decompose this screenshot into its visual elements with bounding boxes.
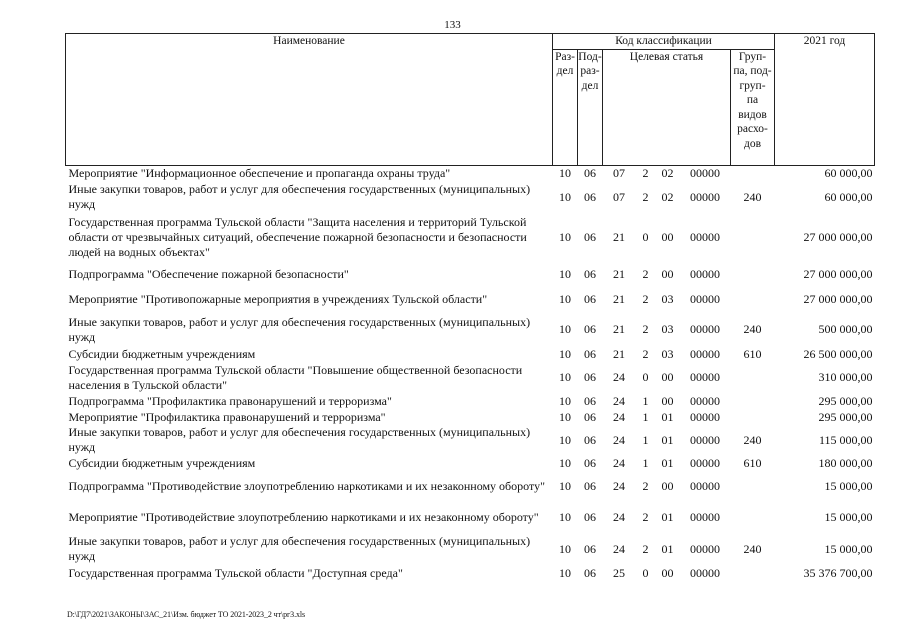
cell-cs4: 00000 <box>690 266 720 281</box>
cell-cs4: 00000 <box>690 479 720 493</box>
cell-name: Иные закупки товаров, работ и услуг для обеспечения государственных (муниципальных) нужд <box>68 314 531 344</box>
cell-cs4: 00000 <box>690 409 720 424</box>
cell-name: Иные закупки товаров, работ и услуг для обеспечения государственных (муниципальных) нужд <box>68 182 531 211</box>
cell-pr: 06 <box>584 230 596 244</box>
cell-cs3: 00 <box>661 266 674 281</box>
budget-table <box>65 33 875 581</box>
cell-amount: 60 000,00 <box>824 189 873 204</box>
cell-cs2: 0 <box>642 565 649 580</box>
cell-cs3: 03 <box>661 322 674 336</box>
cell-rz: 10 <box>559 479 571 493</box>
cell-vr: 240 <box>743 189 762 204</box>
cell-rz: 10 <box>559 565 571 580</box>
cell-rz: 10 <box>559 409 571 424</box>
cell-amount: 310 000,00 <box>818 370 873 384</box>
cell-pr: 06 <box>584 541 596 556</box>
cell-cs1: 24 <box>613 409 625 424</box>
table-row <box>66 425 875 455</box>
cell-vr <box>731 213 775 262</box>
cell-cs4: 00000 <box>690 510 720 524</box>
cell-pr: 06 <box>584 479 596 493</box>
cell-cs4: 00000 <box>690 455 720 470</box>
cell-amount: 60 000,00 <box>824 165 873 180</box>
cell-amount: 115 000,00 <box>818 432 873 447</box>
cell-cs3: 00 <box>661 370 674 384</box>
cell-cs3: 00 <box>661 565 674 580</box>
cell-rz: 10 <box>559 189 571 204</box>
table-row <box>66 362 875 393</box>
cell-name: Государственная программа Тульской области "Защита населения и территорий Тульской области от чрезвычайных ситуаций, обеспечение пожарной безопасности и безопасности людей на водных объектах" <box>68 215 527 259</box>
table-row <box>66 455 875 471</box>
cell-cs1: 24 <box>613 510 625 524</box>
cell-cs1: 07 <box>613 189 625 204</box>
cell-rz: 10 <box>559 541 571 556</box>
cell-cs3: 01 <box>661 432 674 447</box>
cell-vr <box>731 409 775 425</box>
cell-name: Мероприятие "Профилактика правонарушений и терроризма" <box>68 409 386 424</box>
cell-vr <box>731 471 775 502</box>
cell-cs2: 0 <box>642 370 649 384</box>
table-row <box>66 346 875 362</box>
cell-cs1: 24 <box>613 393 625 408</box>
cell-pr: 06 <box>584 409 596 424</box>
cell-cs3: 02 <box>661 189 674 204</box>
cell-amount: 27 000 000,00 <box>803 266 873 281</box>
cell-name: Подпрограмма "Обеспечение пожарной безопасности" <box>68 266 349 281</box>
cell-vr: 240 <box>743 541 762 556</box>
cell-name: Мероприятие "Противопожарные мероприятия в учреждениях Тульской области" <box>68 292 488 306</box>
table-row <box>66 213 875 262</box>
cell-rz: 10 <box>559 370 571 384</box>
cell-vr <box>731 286 775 313</box>
cell-pr: 06 <box>584 565 596 580</box>
cell-cs3: 02 <box>661 165 674 180</box>
cell-vr <box>731 502 775 533</box>
cell-amount: 27 000 000,00 <box>803 230 873 244</box>
cell-pr: 06 <box>584 370 596 384</box>
header-name: Наименование <box>66 34 553 166</box>
cell-cs2: 1 <box>642 432 649 447</box>
cell-amount: 27 000 000,00 <box>803 292 873 306</box>
cell-cs2: 2 <box>642 510 649 524</box>
cell-cs2: 1 <box>642 393 649 408</box>
cell-cs2: 2 <box>642 165 649 180</box>
cell-cs2: 1 <box>642 409 649 424</box>
cell-pr: 06 <box>584 189 596 204</box>
cell-cs4: 00000 <box>690 432 720 447</box>
cell-pr: 06 <box>584 322 596 336</box>
cell-name: Мероприятие "Противодействие злоупотреблению наркотиками и их незаконному обороту" <box>68 510 539 524</box>
cell-cs4: 00000 <box>690 230 720 244</box>
cell-cs1: 21 <box>613 346 625 361</box>
cell-vr <box>731 165 775 181</box>
cell-amount: 500 000,00 <box>818 322 873 336</box>
cell-amount: 15 000,00 <box>824 479 873 493</box>
cell-amount: 35 376 700,00 <box>803 565 873 580</box>
cell-cs2: 2 <box>642 322 649 336</box>
cell-cs4: 00000 <box>690 292 720 306</box>
cell-rz: 10 <box>559 322 571 336</box>
cell-pr: 06 <box>584 346 596 361</box>
table-row <box>66 286 875 313</box>
cell-cs1: 21 <box>613 292 625 306</box>
cell-amount: 26 500 000,00 <box>803 346 873 361</box>
cell-cs4: 00000 <box>690 370 720 384</box>
header-expense-group: Груп- па, под- груп- па видов расхо- дов <box>731 49 775 165</box>
cell-name: Субсидии бюджетным учреждениям <box>68 455 256 470</box>
table-row <box>66 533 875 565</box>
table-row <box>66 313 875 346</box>
cell-cs1: 24 <box>613 432 625 447</box>
cell-cs4: 00000 <box>690 393 720 408</box>
cell-rz: 10 <box>559 393 571 408</box>
cell-cs2: 2 <box>642 292 649 306</box>
header-year: 2021 год <box>775 34 875 166</box>
cell-rz: 10 <box>559 292 571 306</box>
cell-cs4: 00000 <box>690 541 720 556</box>
cell-cs4: 00000 <box>690 189 720 204</box>
cell-cs3: 01 <box>661 455 674 470</box>
cell-vr <box>731 565 775 581</box>
cell-cs1: 21 <box>613 322 625 336</box>
cell-cs3: 01 <box>661 510 674 524</box>
cell-amount: 295 000,00 <box>818 409 873 424</box>
cell-pr: 06 <box>584 292 596 306</box>
cell-cs3: 01 <box>661 409 674 424</box>
cell-rz: 10 <box>559 455 571 470</box>
cell-cs1: 24 <box>613 455 625 470</box>
cell-cs2: 1 <box>642 455 649 470</box>
cell-cs3: 03 <box>661 292 674 306</box>
cell-rz: 10 <box>559 510 571 524</box>
table-row <box>66 409 875 425</box>
cell-name: Государственная программа Тульской области "Повышение общественной безопасности населения в Тульской области" <box>68 362 523 392</box>
footer-file-path: D:\ГД7\2021\ЗАКОНЫ\ЗАС_21\Изм. бюджет ТО 2021-2023_2 чт\рг3.xls <box>67 610 306 619</box>
cell-pr: 06 <box>584 510 596 524</box>
cell-cs1: 24 <box>613 479 625 493</box>
cell-cs2: 2 <box>642 266 649 281</box>
cell-cs1: 21 <box>613 266 625 281</box>
cell-cs2: 2 <box>642 346 649 361</box>
cell-cs4: 00000 <box>690 165 720 180</box>
table-row <box>66 181 875 213</box>
cell-vr <box>731 362 775 393</box>
cell-cs4: 00000 <box>690 322 720 336</box>
table-row <box>66 393 875 409</box>
cell-name: Подпрограмма "Профилактика правонарушений и терроризма" <box>68 393 392 408</box>
cell-cs3: 03 <box>661 346 674 361</box>
cell-amount: 180 000,00 <box>818 455 873 470</box>
cell-vr: 610 <box>743 455 762 470</box>
header-code: Код классификации <box>553 34 775 50</box>
table-row <box>66 565 875 581</box>
cell-cs3: 00 <box>661 230 674 244</box>
cell-cs4: 00000 <box>690 565 720 580</box>
cell-vr <box>731 393 775 409</box>
cell-vr: 240 <box>743 432 762 447</box>
cell-name: Иные закупки товаров, работ и услуг для обеспечения государственных (муниципальных) нужд <box>68 534 531 563</box>
cell-name: Мероприятие "Информационное обеспечение и пропаганда охраны труда" <box>68 165 451 180</box>
cell-cs3: 01 <box>661 541 674 556</box>
cell-cs1: 24 <box>613 370 625 384</box>
cell-cs2: 2 <box>642 479 649 493</box>
cell-vr <box>731 262 775 286</box>
cell-cs2: 2 <box>642 189 649 204</box>
table-row <box>66 471 875 502</box>
cell-name: Субсидии бюджетным учреждениям <box>68 346 256 361</box>
header-section: Раз- дел <box>553 49 578 165</box>
cell-cs1: 24 <box>613 541 625 556</box>
cell-amount: 295 000,00 <box>818 393 873 408</box>
cell-vr: 240 <box>743 322 762 336</box>
cell-pr: 06 <box>584 393 596 408</box>
cell-cs3: 00 <box>661 393 674 408</box>
cell-name: Иные закупки товаров, работ и услуг для обеспечения государственных (муниципальных) нужд <box>68 425 531 454</box>
cell-pr: 06 <box>584 165 596 180</box>
cell-cs1: 07 <box>613 165 625 180</box>
cell-cs1: 25 <box>613 565 625 580</box>
header-target-article: Целевая статья <box>603 49 731 165</box>
cell-vr: 610 <box>743 346 762 361</box>
cell-name: Подпрограмма "Противодействие злоупотреблению наркотиками и их незаконному обороту" <box>68 479 545 493</box>
cell-pr: 06 <box>584 432 596 447</box>
cell-cs4: 00000 <box>690 346 720 361</box>
cell-rz: 10 <box>559 432 571 447</box>
cell-cs2: 2 <box>642 541 649 556</box>
cell-amount: 15 000,00 <box>824 541 873 556</box>
cell-rz: 10 <box>559 230 571 244</box>
cell-cs3: 00 <box>661 479 674 493</box>
table-row <box>66 262 875 286</box>
cell-rz: 10 <box>559 165 571 180</box>
cell-amount: 15 000,00 <box>824 510 873 524</box>
cell-pr: 06 <box>584 455 596 470</box>
page-number: 133 <box>444 19 461 31</box>
cell-rz: 10 <box>559 266 571 281</box>
header-subsection: Под- раз- дел <box>578 49 603 165</box>
cell-name: Государственная программа Тульской области "Доступная среда" <box>68 565 403 580</box>
cell-rz: 10 <box>559 346 571 361</box>
cell-pr: 06 <box>584 266 596 281</box>
cell-cs2: 0 <box>642 230 649 244</box>
cell-cs1: 21 <box>613 230 625 244</box>
table-row <box>66 165 875 181</box>
table-row <box>66 502 875 533</box>
